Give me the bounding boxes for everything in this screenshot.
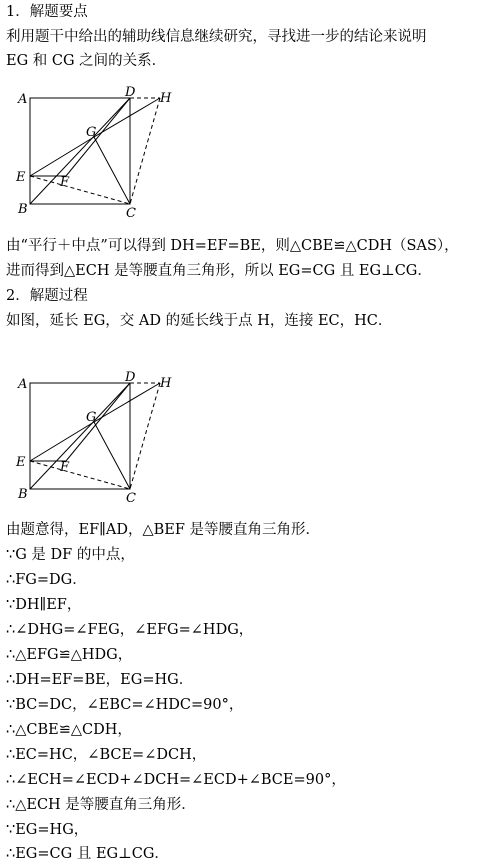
label-g: G xyxy=(86,125,97,140)
label-c: C xyxy=(126,206,136,221)
proof-line: ∵G 是 DF 的中点， xyxy=(6,547,135,563)
label-a-2: A xyxy=(18,377,28,392)
geometry-figure-2 xyxy=(10,371,180,506)
section1-intro-line1: 利用题干中给出的辅助线信息继续研究，寻找进一步的结论来说明 xyxy=(6,29,427,45)
label-f: F xyxy=(60,175,70,190)
proof-line: ∴∠DHG=∠FEG，∠EFG=∠HDG， xyxy=(6,622,254,638)
proof-line: ∴∠ECH=∠ECD+∠DCH=∠ECD+∠BCE=90°， xyxy=(6,772,346,788)
proof-line: ∴△ECH 是等腰直角三角形． xyxy=(6,797,196,813)
label-f-2: F xyxy=(60,460,70,475)
label-e: E xyxy=(16,170,26,185)
label-a: A xyxy=(18,92,28,107)
label-e-2: E xyxy=(16,455,26,470)
section2-intro: 如图，延长 EG，交 AD 的延长线于点 H，连接 EC，HC． xyxy=(6,313,393,329)
proof-line: ∵BC=DC，∠EBC=∠HDC=90°， xyxy=(6,697,244,713)
proof-line: ∵DH∥EF， xyxy=(6,597,82,613)
label-g-2: G xyxy=(86,410,97,425)
label-d-2: D xyxy=(125,371,136,385)
proof-line: ∴△EFG≌△HDG， xyxy=(6,647,133,663)
section1-heading: 1．解题要点 xyxy=(6,4,88,20)
label-b-2: B xyxy=(18,487,28,502)
proof-line: ∵EG=HG， xyxy=(6,822,89,838)
proof-line: ∴DH=EF=BE，EG=HG． xyxy=(6,672,194,688)
section1-intro-line2: EG 和 CG 之间的关系． xyxy=(6,53,167,69)
section1-conclusion-line1: 由“平行＋中点”可以得到 DH=EF=BE，则△CBE≌△CDH（SAS）， xyxy=(6,238,459,254)
proof-line: ∴FG=DG． xyxy=(6,572,87,588)
proof-line: ∴EC=HC，∠BCE=∠DCH， xyxy=(6,747,207,763)
section2-heading: 2．解题过程 xyxy=(6,288,88,304)
label-c-2: C xyxy=(126,491,136,506)
proof-line: ∴△CBE≌△CDH， xyxy=(6,722,132,738)
label-d: D xyxy=(125,86,136,100)
proof-line: ∴EG=CG 且 EG⊥CG． xyxy=(6,846,169,862)
label-h: H xyxy=(160,91,172,106)
section1-conclusion-line2: 进而得到△ECH 是等腰直角三角形，所以 EG=CG 且 EG⊥CG． xyxy=(6,263,432,279)
geometry-figure-1 xyxy=(10,86,180,221)
proof-line: 由题意得，EF∥AD，△BEF 是等腰直角三角形． xyxy=(6,522,321,538)
label-h-2: H xyxy=(160,376,172,391)
label-b: B xyxy=(18,202,28,217)
